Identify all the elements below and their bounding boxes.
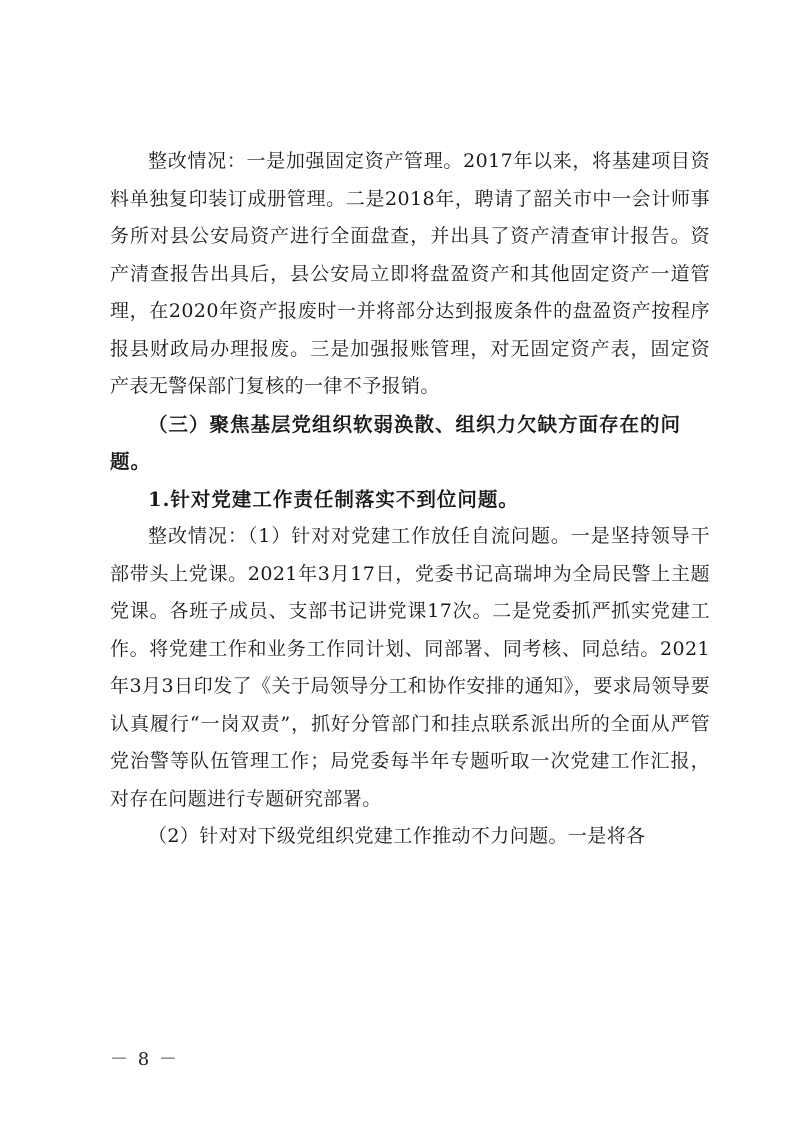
paragraph-rectification-party-building: 整改情况：（1）针对对党建工作放任自流问题。一是坚持领导干部带头上党课。2021年3月17日，党委书记高瑞坤为全局民警上主题党课。各班子成员、支部书记讲党课17次。二是党委抓严抓实党建工作。将党建工作和业务工作同计划、同部署、同考核、同总结。2021年3月3日印发了《关于局领导分工和协作安排的通知》，要求局领导要认真履行“一岗双责”，抓好分管部门和挂点联系派出所的全面从严管党治警等队伍管理工作；局党委每半年专题听取一次党建工作汇报，对存在问题进行专题研究部署。 bbox=[110, 525, 710, 810]
document-body bbox=[110, 143, 710, 856]
subheading-party-building-responsibility: 1.针对党建工作责任制落实不到位问题。 bbox=[148, 487, 519, 511]
paragraph-lower-level-party: （2）针对对下级党组织党建工作推动不力问题。一是将各 bbox=[148, 825, 646, 847]
paragraph-rectification-assets: 整改情况：一是加强固定资产管理。2017年以来，将基建项目资料单独复印装订成册管理。二是2018年，聘请了韶关市中一会计师事务所对县公安局资产进行全面盘查，并出具了资产清查审计报告。资产清查报告出具后，县公安局立即将盘盈资产和其他固定资产一道管理，在2020年资产报废时一并将部分达到报废条件的盘盈资产按程序报县财政局办理报废。三是加强报账管理，对无固定资产表，固定资产表无警保部门复核的一律不予报销。 bbox=[110, 150, 710, 397]
page-number: － 8 － bbox=[110, 1049, 179, 1070]
section-heading-grassroots-party: （三）聚焦基层党组织软弱涣散、组织力欠缺方面存在的问题。 bbox=[110, 412, 682, 473]
